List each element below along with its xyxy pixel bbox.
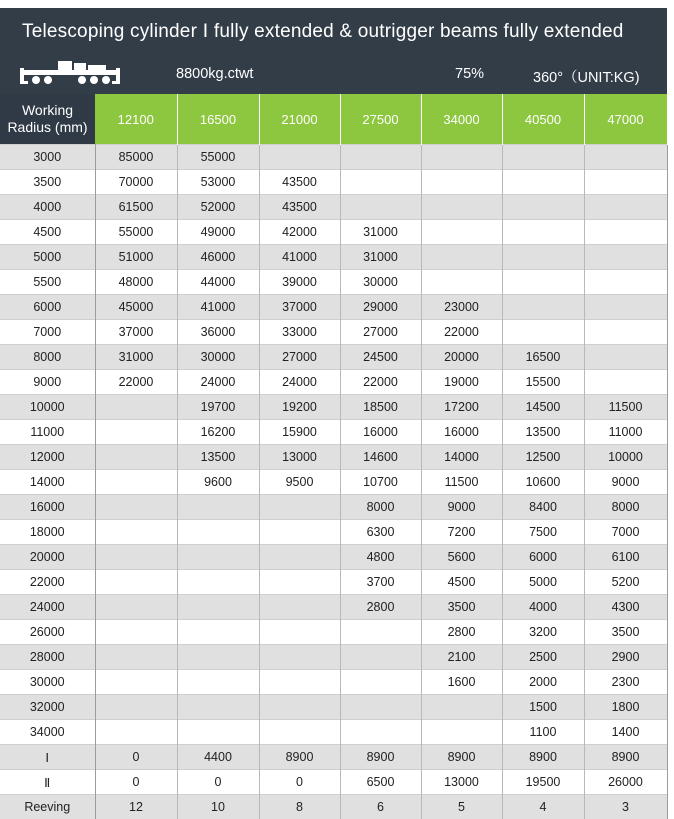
table-row [0, 570, 667, 595]
load-cell: 29000 [340, 295, 421, 320]
load-cell: 45000 [95, 295, 177, 320]
load-cell [340, 145, 421, 170]
radius-cell: 26000 [0, 620, 95, 645]
radius-cell: 5000 [0, 245, 95, 270]
radius-cell: 22000 [0, 570, 95, 595]
load-cell: 6100 [584, 545, 667, 570]
table-row [0, 745, 667, 770]
load-cell [584, 220, 667, 245]
table-row [0, 520, 667, 545]
load-cell: 39000 [259, 270, 340, 295]
radius-cell: Reeving [0, 795, 95, 819]
load-cell [95, 545, 177, 570]
load-cell: 23000 [421, 295, 502, 320]
radius-cell: 14000 [0, 470, 95, 495]
load-cell: 8900 [259, 745, 340, 770]
load-cell: 10000 [584, 445, 667, 470]
chart-title: Telescoping cylinder Ⅰ fully extended & outrigger beams fully extended [22, 20, 624, 43]
table-row [0, 495, 667, 520]
load-cell: 4300 [584, 595, 667, 620]
table-row [0, 170, 667, 195]
load-cell: 8 [259, 795, 340, 819]
load-cell: 3200 [502, 620, 584, 645]
load-cell: 5000 [502, 570, 584, 595]
load-cell: 6500 [340, 770, 421, 795]
load-cell: 0 [259, 770, 340, 795]
load-cell: 24000 [259, 370, 340, 395]
load-cell: 12500 [502, 445, 584, 470]
load-cell [259, 645, 340, 670]
load-cell: 16500 [502, 345, 584, 370]
radius-cell: Ⅱ [0, 770, 95, 795]
load-cell: 14500 [502, 395, 584, 420]
load-cell: 16000 [421, 420, 502, 445]
load-cell: 1500 [502, 695, 584, 720]
load-cell: 41000 [177, 295, 259, 320]
load-cell: 14600 [340, 445, 421, 470]
boom-length-header: 27500 [340, 94, 421, 145]
radius-cell: 9000 [0, 370, 95, 395]
load-cell [502, 220, 584, 245]
chart-header [0, 8, 667, 94]
load-cell: 8400 [502, 495, 584, 520]
load-cell [259, 520, 340, 545]
load-cell: 2300 [584, 670, 667, 695]
load-cell: 9000 [584, 470, 667, 495]
load-cell: 22000 [340, 370, 421, 395]
load-cell [584, 145, 667, 170]
load-cell: 15900 [259, 420, 340, 445]
load-cell: 16200 [177, 420, 259, 445]
table-row [0, 320, 667, 345]
table-row [0, 645, 667, 670]
load-cell [340, 670, 421, 695]
radius-cell: 4500 [0, 220, 95, 245]
load-cell: 20000 [421, 345, 502, 370]
working-radius-header [0, 94, 95, 145]
load-cell [421, 695, 502, 720]
load-cell [584, 195, 667, 220]
load-cell: 10 [177, 795, 259, 819]
load-table-body [0, 145, 667, 819]
radius-cell: 6000 [0, 295, 95, 320]
load-cell [584, 345, 667, 370]
load-cell: 51000 [95, 245, 177, 270]
load-cell: 11500 [584, 395, 667, 420]
load-cell [259, 595, 340, 620]
load-cell [177, 545, 259, 570]
load-cell: 5200 [584, 570, 667, 595]
load-cell [177, 620, 259, 645]
table-row [0, 345, 667, 370]
boom-length-header: 47000 [584, 94, 667, 145]
load-cell [259, 620, 340, 645]
load-cell: 19000 [421, 370, 502, 395]
load-cell [259, 720, 340, 745]
boom-length-header: 40500 [502, 94, 584, 145]
table-row [0, 195, 667, 220]
radius-cell: 28000 [0, 645, 95, 670]
table-row [0, 770, 667, 795]
table-row [0, 420, 667, 445]
load-cell: 4500 [421, 570, 502, 595]
radius-cell: 4000 [0, 195, 95, 220]
radius-cell: 18000 [0, 520, 95, 545]
radius-cell: 12000 [0, 445, 95, 470]
crane-icon [20, 60, 120, 90]
load-cell: 31000 [340, 220, 421, 245]
radius-cell: 30000 [0, 670, 95, 695]
boom-length-header: 21000 [259, 94, 340, 145]
load-cell [95, 720, 177, 745]
load-cell: 3 [584, 795, 667, 819]
load-cell: 46000 [177, 245, 259, 270]
load-cell [584, 170, 667, 195]
table-row [0, 270, 667, 295]
load-cell: 42000 [259, 220, 340, 245]
load-cell [95, 570, 177, 595]
load-cell: 4400 [177, 745, 259, 770]
load-cell: 0 [95, 745, 177, 770]
load-cell: 10700 [340, 470, 421, 495]
table-row [0, 620, 667, 645]
load-cell: 3700 [340, 570, 421, 595]
load-cell: 9600 [177, 470, 259, 495]
load-cell: 18500 [340, 395, 421, 420]
load-cell: 2800 [340, 595, 421, 620]
load-cell [95, 395, 177, 420]
load-cell: 11500 [421, 470, 502, 495]
boom-length-header: 34000 [421, 94, 502, 145]
load-cell [584, 370, 667, 395]
load-cell: 1100 [502, 720, 584, 745]
load-cell [259, 495, 340, 520]
table-row [0, 720, 667, 745]
load-cell [177, 570, 259, 595]
load-cell: 1400 [584, 720, 667, 745]
table-row [0, 545, 667, 570]
load-cell: 8900 [584, 745, 667, 770]
load-cell: 13000 [421, 770, 502, 795]
outrigger-percent-label: 75% [455, 66, 484, 82]
load-cell [95, 520, 177, 545]
load-cell: 2500 [502, 645, 584, 670]
load-cell [502, 145, 584, 170]
table-row [0, 695, 667, 720]
load-cell: 44000 [177, 270, 259, 295]
load-cell: 85000 [95, 145, 177, 170]
load-cell: 26000 [584, 770, 667, 795]
load-cell [502, 295, 584, 320]
load-cell [177, 695, 259, 720]
load-cell: 8000 [340, 495, 421, 520]
table-row [0, 370, 667, 395]
load-cell [502, 270, 584, 295]
load-cell: 41000 [259, 245, 340, 270]
load-cell [259, 670, 340, 695]
load-cell: 53000 [177, 170, 259, 195]
load-cell [177, 495, 259, 520]
load-cell [177, 720, 259, 745]
table-row [0, 145, 667, 170]
load-cell [340, 695, 421, 720]
load-cell [421, 245, 502, 270]
load-cell: 7000 [584, 520, 667, 545]
load-cell: 27000 [340, 320, 421, 345]
load-table [0, 94, 668, 819]
radius-cell: 5500 [0, 270, 95, 295]
load-cell: 6300 [340, 520, 421, 545]
load-cell [340, 645, 421, 670]
load-cell: 31000 [340, 245, 421, 270]
table-row [0, 795, 667, 819]
radius-cell: 7000 [0, 320, 95, 345]
load-cell: 1600 [421, 670, 502, 695]
load-cell: 6 [340, 795, 421, 819]
load-cell [502, 170, 584, 195]
load-cell [259, 570, 340, 595]
load-cell: 13500 [502, 420, 584, 445]
load-cell: 24500 [340, 345, 421, 370]
load-cell: 37000 [259, 295, 340, 320]
radius-cell: 20000 [0, 545, 95, 570]
load-cell: 49000 [177, 220, 259, 245]
load-cell [340, 170, 421, 195]
load-cell [95, 670, 177, 695]
radius-cell: 10000 [0, 395, 95, 420]
load-cell: 31000 [95, 345, 177, 370]
load-cell: 30000 [340, 270, 421, 295]
load-cell [95, 645, 177, 670]
load-cell: 0 [95, 770, 177, 795]
load-cell [421, 195, 502, 220]
load-cell: 14000 [421, 445, 502, 470]
load-cell [421, 220, 502, 245]
load-cell [340, 195, 421, 220]
boom-length-header: 12100 [95, 94, 177, 145]
radius-cell: 3500 [0, 170, 95, 195]
load-cell: 22000 [421, 320, 502, 345]
load-cell: 4000 [502, 595, 584, 620]
load-cell: 9500 [259, 470, 340, 495]
load-cell: 4800 [340, 545, 421, 570]
load-cell: 2100 [421, 645, 502, 670]
load-cell: 52000 [177, 195, 259, 220]
load-cell: 61500 [95, 195, 177, 220]
load-cell: 19200 [259, 395, 340, 420]
radius-cell: 32000 [0, 695, 95, 720]
load-cell: 16000 [340, 420, 421, 445]
load-cell: 8900 [421, 745, 502, 770]
load-cell: 19500 [502, 770, 584, 795]
radius-cell: 3000 [0, 145, 95, 170]
load-cell: 37000 [95, 320, 177, 345]
load-cell [177, 595, 259, 620]
load-cell: 1800 [584, 695, 667, 720]
load-cell [177, 670, 259, 695]
load-cell: 5 [421, 795, 502, 819]
table-row [0, 470, 667, 495]
load-cell [95, 445, 177, 470]
load-cell: 19700 [177, 395, 259, 420]
radius-cell: 11000 [0, 420, 95, 445]
boom-length-header-row [0, 94, 667, 145]
load-cell [584, 295, 667, 320]
load-cell [584, 245, 667, 270]
load-cell [584, 320, 667, 345]
table-row [0, 395, 667, 420]
load-cell: 8900 [340, 745, 421, 770]
load-cell [340, 720, 421, 745]
load-cell: 9000 [421, 495, 502, 520]
load-cell [95, 620, 177, 645]
load-cell: 30000 [177, 345, 259, 370]
load-cell: 24000 [177, 370, 259, 395]
counterweight-label: 8800kg.ctwt [176, 66, 253, 82]
load-cell [95, 595, 177, 620]
load-cell [421, 270, 502, 295]
load-cell: 2000 [502, 670, 584, 695]
load-cell: 8900 [502, 745, 584, 770]
table-row [0, 595, 667, 620]
working-radius-header-line1: Working [22, 102, 73, 118]
load-cell: 3500 [584, 620, 667, 645]
load-cell [421, 145, 502, 170]
table-row [0, 220, 667, 245]
radius-cell: 8000 [0, 345, 95, 370]
radius-cell: 34000 [0, 720, 95, 745]
table-row [0, 670, 667, 695]
load-cell [421, 170, 502, 195]
load-cell: 7200 [421, 520, 502, 545]
load-cell [584, 270, 667, 295]
load-cell: 2900 [584, 645, 667, 670]
load-cell [259, 695, 340, 720]
load-cell: 11000 [584, 420, 667, 445]
load-cell [502, 245, 584, 270]
load-cell: 10600 [502, 470, 584, 495]
load-cell: 2800 [421, 620, 502, 645]
radius-cell: 24000 [0, 595, 95, 620]
load-cell: 48000 [95, 270, 177, 295]
load-cell: 13000 [259, 445, 340, 470]
table-row [0, 245, 667, 270]
radius-cell: Ⅰ [0, 745, 95, 770]
load-cell: 17200 [421, 395, 502, 420]
load-cell [177, 645, 259, 670]
load-cell: 15500 [502, 370, 584, 395]
table-row [0, 295, 667, 320]
load-cell [502, 195, 584, 220]
load-cell: 33000 [259, 320, 340, 345]
boom-length-header: 16500 [177, 94, 259, 145]
load-cell [177, 520, 259, 545]
load-cell: 7500 [502, 520, 584, 545]
load-cell [502, 320, 584, 345]
load-cell [421, 720, 502, 745]
load-cell [95, 420, 177, 445]
load-cell [259, 545, 340, 570]
load-cell [340, 620, 421, 645]
load-cell [95, 695, 177, 720]
table-row [0, 445, 667, 470]
load-cell: 43500 [259, 195, 340, 220]
load-cell: 27000 [259, 345, 340, 370]
load-cell: 55000 [177, 145, 259, 170]
load-cell [95, 470, 177, 495]
load-cell: 22000 [95, 370, 177, 395]
load-cell: 3500 [421, 595, 502, 620]
load-cell: 0 [177, 770, 259, 795]
load-cell [95, 495, 177, 520]
load-cell: 5600 [421, 545, 502, 570]
load-cell: 6000 [502, 545, 584, 570]
load-cell: 36000 [177, 320, 259, 345]
load-cell: 55000 [95, 220, 177, 245]
load-cell: 8000 [584, 495, 667, 520]
rotation-unit-label: 360°（UNIT:KG) [533, 66, 640, 87]
load-cell: 13500 [177, 445, 259, 470]
load-cell: 12 [95, 795, 177, 819]
load-cell: 43500 [259, 170, 340, 195]
working-radius-header-line2: Radius (mm) [7, 119, 87, 135]
load-cell [259, 145, 340, 170]
radius-cell: 16000 [0, 495, 95, 520]
load-cell: 70000 [95, 170, 177, 195]
load-cell: 4 [502, 795, 584, 819]
